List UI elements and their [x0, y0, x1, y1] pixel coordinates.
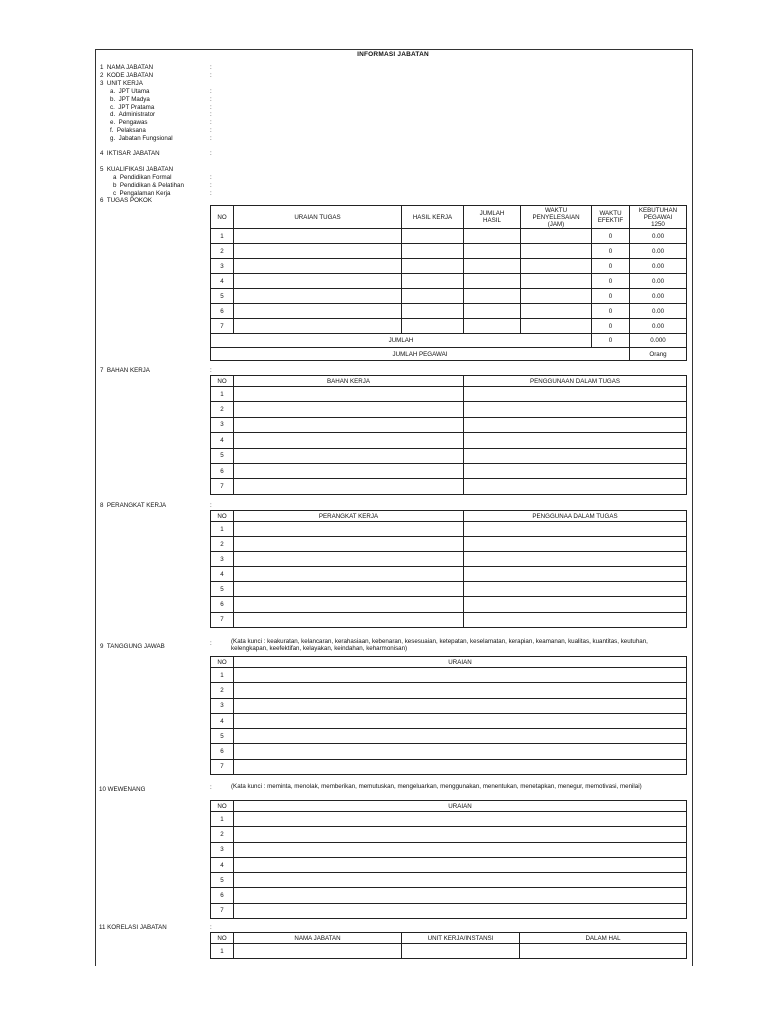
header-kebutuhan-pegawai: KEBUTUHAN PEGAWAI 1250: [630, 206, 687, 229]
document-title: INFORMASI JABATAN: [357, 51, 429, 58]
jumlah-hasil-cell[interactable]: [464, 229, 521, 244]
header-waktu-efektif: WAKTU EFEKTIF: [592, 206, 630, 229]
row-no: 3: [211, 417, 234, 432]
item-key: c: [113, 189, 117, 197]
tugas-pokok-table: [210, 205, 687, 361]
nama-jabatan-cell[interactable]: [234, 944, 402, 959]
field-number: 11: [99, 924, 106, 931]
jumlah-hasil-cell[interactable]: [464, 319, 521, 334]
unit-kerja-cell[interactable]: [402, 944, 520, 959]
item-label: JPT Utama: [118, 88, 150, 95]
colon: :: [210, 72, 212, 79]
table-row: [211, 402, 687, 417]
jumlah-hasil-cell[interactable]: [464, 274, 521, 289]
waktu-efektif-cell: 0: [592, 244, 630, 259]
row-no: 6: [211, 463, 234, 478]
unit-kerja-item: [110, 135, 173, 143]
row-no: 4: [211, 857, 234, 872]
kebutuhan-pegawai-cell: 0.00: [630, 229, 687, 244]
uraian-cell[interactable]: [234, 903, 687, 918]
colon: :: [210, 103, 212, 111]
wewenang-note: (Kata kunci : meminta, menolak, memberikan, memutuskan, mengeluarkan, menggunakan, menentukan, menetapkan, menegur, memotivasi, menilai): [231, 783, 642, 790]
item-key: c.: [110, 103, 115, 111]
waktu-efektif-cell: 0: [592, 319, 630, 334]
row-no: 2: [211, 683, 234, 698]
tanggung-jawab-note: (Kata kunci : keakuratan, kelancaran, kerahasiaan, kebenaran, kesesuaian, ketepatan, keselamatan, kerapian, keamanan, kualitas, kuantitas, keutuhan, kelengkapan, keefektifan, kelayakan, keindahan, keharmonisan): [231, 638, 648, 652]
jumlah-hasil-cell[interactable]: [464, 244, 521, 259]
table-row: [211, 463, 687, 478]
colon: :: [210, 150, 212, 157]
row-no: 4: [211, 713, 234, 728]
jumlah-label: JUMLAH: [211, 334, 592, 348]
field-number: 9: [100, 643, 104, 650]
row-no: 3: [211, 552, 234, 567]
header-nama-jabatan: NAMA JABATAN: [234, 933, 402, 944]
penggunaan-cell[interactable]: [464, 552, 687, 567]
row-no: 1: [211, 812, 234, 827]
table-row: [211, 759, 687, 774]
field-label: PERANGKAT KERJA: [106, 502, 167, 509]
table-row: [211, 319, 687, 334]
colon: :: [210, 134, 212, 142]
table-row: [211, 289, 687, 304]
waktu-penyelesaian-cell[interactable]: [521, 259, 592, 274]
item-key: f.: [110, 127, 114, 134]
table-row: [211, 698, 687, 713]
row-no: 3: [211, 259, 234, 274]
penggunaan-cell[interactable]: [464, 463, 687, 478]
item-key: a.: [110, 88, 116, 95]
jumlah-pegawai-label: JUMLAH PEGAWAI: [211, 348, 630, 361]
colon: :: [210, 784, 212, 791]
waktu-efektif-cell: 0: [592, 304, 630, 319]
row-no: 1: [211, 668, 234, 683]
header-no: NO: [211, 206, 234, 229]
field-kode-jabatan: [100, 72, 153, 80]
kebutuhan-pegawai-cell: 0.00: [630, 319, 687, 334]
hasil-kerja-cell[interactable]: [402, 244, 464, 259]
table-row: [211, 827, 687, 842]
field-bahan-kerja: [100, 367, 150, 375]
item-label: Administrator: [118, 111, 156, 119]
field-label: KUALIFIKASI JABATAN: [106, 166, 174, 173]
uraian-cell[interactable]: [234, 888, 687, 903]
penggunaan-cell[interactable]: [464, 597, 687, 612]
header-no: NO: [211, 376, 234, 387]
penggunaan-cell[interactable]: [464, 567, 687, 582]
colon: :: [210, 502, 212, 509]
row-no: 1: [211, 522, 234, 537]
unit-kerja-item: [110, 96, 150, 104]
item-label: Pelaksana: [116, 127, 146, 134]
penggunaan-cell[interactable]: [464, 582, 687, 597]
table-row: [211, 668, 687, 683]
waktu-penyelesaian-cell[interactable]: [521, 319, 592, 334]
colon: :: [210, 367, 212, 374]
hasil-kerja-cell[interactable]: [402, 304, 464, 319]
header-perangkat-kerja: PERANGKAT KERJA: [234, 511, 464, 522]
header-unit-kerja-instansi: UNIT KERJA/INSTANSI: [402, 933, 520, 944]
row-no: 5: [211, 289, 234, 304]
row-no: 7: [211, 612, 234, 627]
row-no: 4: [211, 274, 234, 289]
row-no: 5: [211, 582, 234, 597]
row-no: 2: [211, 537, 234, 552]
field-label: IKTISAR JABATAN: [106, 150, 160, 157]
table-row: [211, 944, 687, 959]
table-row: [211, 229, 687, 244]
item-key: g.: [110, 134, 116, 142]
uraian-tugas-cell[interactable]: [234, 289, 402, 304]
jumlah-hasil-cell[interactable]: [464, 259, 521, 274]
perangkat-kerja-cell[interactable]: [234, 612, 464, 627]
field-korelasi-jabatan: [99, 924, 167, 932]
header-waktu-penyelesaian: WAKTU PENYELESAIAN (JAM): [521, 206, 592, 229]
row-no: 1: [211, 387, 234, 402]
item-label: JPT Madya: [118, 95, 150, 103]
kualifikasi-item: [113, 182, 184, 190]
header-hasil-kerja: HASIL KERJA: [402, 206, 464, 229]
row-no: 6: [211, 888, 234, 903]
table-row: [211, 873, 687, 888]
jumlah-kebutuhan: 0.000: [630, 334, 687, 348]
field-nama-jabatan: [100, 64, 153, 72]
header-jumlah-hasil: JUMLAH HASIL: [464, 206, 521, 229]
table-row: [211, 744, 687, 759]
row-no: 2: [211, 827, 234, 842]
field-label: NAMA JABATAN: [106, 64, 154, 71]
item-label: Pendidikan & Pelatihan: [119, 181, 184, 189]
unit-kerja-item: [110, 119, 148, 127]
header-penggunaan: PENGGUNAAN DALAM TUGAS: [464, 376, 687, 387]
waktu-penyelesaian-cell[interactable]: [521, 244, 592, 259]
row-no: 3: [211, 842, 234, 857]
row-no: 6: [211, 597, 234, 612]
field-kualifikasi-jabatan: [100, 166, 173, 174]
row-no: 2: [211, 402, 234, 417]
table-row: [211, 417, 687, 432]
wewenang-table: [210, 800, 687, 919]
perangkat-kerja-cell[interactable]: [234, 567, 464, 582]
field-label: TUGAS POKOK: [106, 197, 152, 204]
penggunaan-cell[interactable]: [464, 387, 687, 402]
uraian-cell[interactable]: [234, 842, 687, 857]
row-no: 7: [211, 479, 234, 494]
perangkat-kerja-cell[interactable]: [234, 537, 464, 552]
uraian-cell[interactable]: [234, 857, 687, 872]
item-label: Pengawas: [118, 119, 148, 127]
table-row: [211, 259, 687, 274]
row-no: 5: [211, 873, 234, 888]
waktu-efektif-cell: 0: [592, 274, 630, 289]
row-no: 1: [211, 229, 234, 244]
kebutuhan-pegawai-cell: 0.00: [630, 304, 687, 319]
field-number: 4: [100, 150, 104, 157]
item-label: JPT Pratama: [118, 103, 155, 111]
field-number: 3: [100, 80, 104, 87]
field-label: KODE JABATAN: [106, 72, 154, 79]
table-row: [211, 448, 687, 463]
row-no: 4: [211, 433, 234, 448]
waktu-efektif-cell: 0: [592, 289, 630, 304]
row-no: 6: [211, 304, 234, 319]
bahan-kerja-cell[interactable]: [234, 387, 464, 402]
bahan-kerja-cell[interactable]: [234, 433, 464, 448]
table-row: [211, 903, 687, 918]
item-label: Pengalaman Kerja: [119, 189, 171, 197]
perangkat-kerja-table: [210, 510, 687, 628]
uraian-cell[interactable]: [234, 827, 687, 842]
bahan-kerja-cell[interactable]: [234, 479, 464, 494]
table-row: [211, 713, 687, 728]
uraian-cell[interactable]: [234, 873, 687, 888]
row-no: 1: [211, 944, 234, 959]
uraian-tugas-cell[interactable]: [234, 259, 402, 274]
table-row: [211, 522, 687, 537]
unit-kerja-item: [110, 127, 146, 135]
waktu-penyelesaian-cell[interactable]: [521, 274, 592, 289]
field-iktisar-jabatan: [100, 150, 160, 158]
field-perangkat-kerja: [100, 502, 166, 510]
kebutuhan-pegawai-cell: 0.00: [630, 289, 687, 304]
bahan-kerja-cell[interactable]: [234, 448, 464, 463]
bahan-kerja-cell[interactable]: [234, 463, 464, 478]
waktu-efektif-cell: 0: [592, 229, 630, 244]
table-row: [211, 612, 687, 627]
colon: :: [210, 64, 212, 71]
perangkat-kerja-cell[interactable]: [234, 582, 464, 597]
table-row: [211, 857, 687, 872]
colon: :: [210, 174, 212, 181]
colon: :: [210, 127, 212, 134]
item-key: e.: [110, 119, 116, 127]
uraian-cell[interactable]: [234, 668, 687, 683]
colon: :: [210, 88, 212, 95]
table-row: [211, 812, 687, 827]
row-no: 3: [211, 698, 234, 713]
field-number: 5: [100, 166, 104, 173]
hasil-kerja-cell[interactable]: [402, 319, 464, 334]
header-no: NO: [211, 933, 234, 944]
uraian-cell[interactable]: [234, 713, 687, 728]
dalam-hal-cell[interactable]: [520, 944, 687, 959]
header-penggunaan: PENGGUNAA DALAM TUGAS: [464, 511, 687, 522]
table-row: [211, 274, 687, 289]
field-tanggung-jawab: [100, 643, 165, 651]
penggunaan-cell[interactable]: [464, 417, 687, 432]
waktu-penyelesaian-cell[interactable]: [521, 304, 592, 319]
colon: :: [210, 119, 212, 127]
unit-kerja-item: [110, 104, 154, 112]
header-no: NO: [211, 657, 234, 668]
uraian-cell[interactable]: [234, 683, 687, 698]
jumlah-hasil-cell[interactable]: [464, 304, 521, 319]
uraian-tugas-cell[interactable]: [234, 244, 402, 259]
field-number: 7: [100, 367, 104, 374]
field-tugas-pokok: [100, 197, 152, 205]
hasil-kerja-cell[interactable]: [402, 274, 464, 289]
uraian-cell[interactable]: [234, 744, 687, 759]
table-row: [211, 582, 687, 597]
colon: :: [210, 640, 212, 647]
row-no: 7: [211, 319, 234, 334]
item-key: a: [113, 174, 117, 181]
penggunaan-cell[interactable]: [464, 402, 687, 417]
field-number: 10: [99, 786, 106, 793]
item-key: b: [113, 181, 117, 189]
table-row: [211, 842, 687, 857]
header-dalam-hal: DALAM HAL: [520, 933, 687, 944]
kebutuhan-pegawai-cell: 0.00: [630, 274, 687, 289]
header-no: NO: [211, 801, 234, 812]
perangkat-kerja-cell[interactable]: [234, 597, 464, 612]
penggunaan-cell[interactable]: [464, 479, 687, 494]
row-no: 5: [211, 448, 234, 463]
perangkat-kerja-cell[interactable]: [234, 522, 464, 537]
table-row: [211, 597, 687, 612]
unit-kerja-item: [110, 111, 155, 119]
uraian-tugas-cell[interactable]: [234, 274, 402, 289]
item-key: d.: [110, 111, 116, 119]
penggunaan-cell[interactable]: [464, 537, 687, 552]
field-label: UNIT KERJA: [106, 80, 143, 87]
row-no: 7: [211, 759, 234, 774]
field-label: WEWENANG: [107, 786, 146, 793]
uraian-tugas-cell[interactable]: [234, 319, 402, 334]
table-row: [211, 888, 687, 903]
row-no: 6: [211, 744, 234, 759]
uraian-cell[interactable]: [234, 812, 687, 827]
kualifikasi-item: [113, 174, 172, 182]
bahan-kerja-cell[interactable]: [234, 402, 464, 417]
field-number: 1: [100, 64, 104, 71]
jumlah-efektif: 0: [592, 334, 630, 348]
uraian-tugas-cell[interactable]: [234, 304, 402, 319]
waktu-penyelesaian-cell[interactable]: [521, 229, 592, 244]
uraian-cell[interactable]: [234, 759, 687, 774]
unit-kerja-item: [110, 88, 149, 96]
row-no: 4: [211, 567, 234, 582]
table-row: [211, 387, 687, 402]
colon: :: [210, 95, 212, 103]
jumlah-hasil-cell[interactable]: [464, 289, 521, 304]
table-row: [211, 479, 687, 494]
field-label: BAHAN KERJA: [106, 367, 150, 374]
header-uraian: URAIAN: [234, 801, 687, 812]
uraian-cell[interactable]: [234, 698, 687, 713]
field-wewenang: [99, 786, 145, 794]
hasil-kerja-cell[interactable]: [402, 259, 464, 274]
penggunaan-cell[interactable]: [464, 612, 687, 627]
header-uraian: URAIAN: [234, 657, 687, 668]
row-no: 7: [211, 903, 234, 918]
waktu-efektif-cell: 0: [592, 259, 630, 274]
row-no: 5: [211, 729, 234, 744]
hasil-kerja-cell[interactable]: [402, 289, 464, 304]
header-uraian-tugas: URAIAN TUGAS: [234, 206, 402, 229]
jumlah-pegawai-unit: Orang: [630, 348, 687, 361]
header-bahan-kerja: BAHAN KERJA: [234, 376, 464, 387]
field-label: TANGGUNG JAWAB: [106, 643, 165, 650]
kebutuhan-pegawai-cell: 0.00: [630, 259, 687, 274]
korelasi-jabatan-table: [210, 932, 687, 959]
penggunaan-cell[interactable]: [464, 522, 687, 537]
item-key: b.: [110, 95, 116, 103]
field-number: 8: [100, 502, 104, 509]
penggunaan-cell[interactable]: [464, 448, 687, 463]
colon: :: [210, 181, 212, 189]
hasil-kerja-cell[interactable]: [402, 229, 464, 244]
table-row: [211, 433, 687, 448]
penggunaan-cell[interactable]: [464, 433, 687, 448]
tanggung-jawab-table: [210, 656, 687, 775]
table-row: [211, 729, 687, 744]
table-row: [211, 552, 687, 567]
table-row: [211, 304, 687, 319]
item-label: Pendidikan Formal: [119, 174, 172, 181]
perangkat-kerja-cell[interactable]: [234, 552, 464, 567]
field-number: 6: [100, 197, 104, 204]
colon: :: [210, 189, 212, 197]
uraian-cell[interactable]: [234, 729, 687, 744]
row-no: 2: [211, 244, 234, 259]
field-label: KORELASI JABATAN: [107, 924, 167, 931]
field-unit-kerja: [100, 80, 143, 88]
item-label: Jabatan Fungsional: [118, 134, 173, 142]
table-row: [211, 244, 687, 259]
waktu-penyelesaian-cell[interactable]: [521, 289, 592, 304]
uraian-tugas-cell[interactable]: [234, 229, 402, 244]
field-number: 2: [100, 72, 104, 79]
kebutuhan-pegawai-cell: 0.00: [630, 244, 687, 259]
colon: :: [210, 924, 212, 931]
colon: :: [210, 111, 212, 119]
table-row: [211, 567, 687, 582]
bahan-kerja-cell[interactable]: [234, 417, 464, 432]
table-row: [211, 683, 687, 698]
table-row: [211, 537, 687, 552]
bahan-kerja-table: [210, 375, 687, 495]
header-no: NO: [211, 511, 234, 522]
